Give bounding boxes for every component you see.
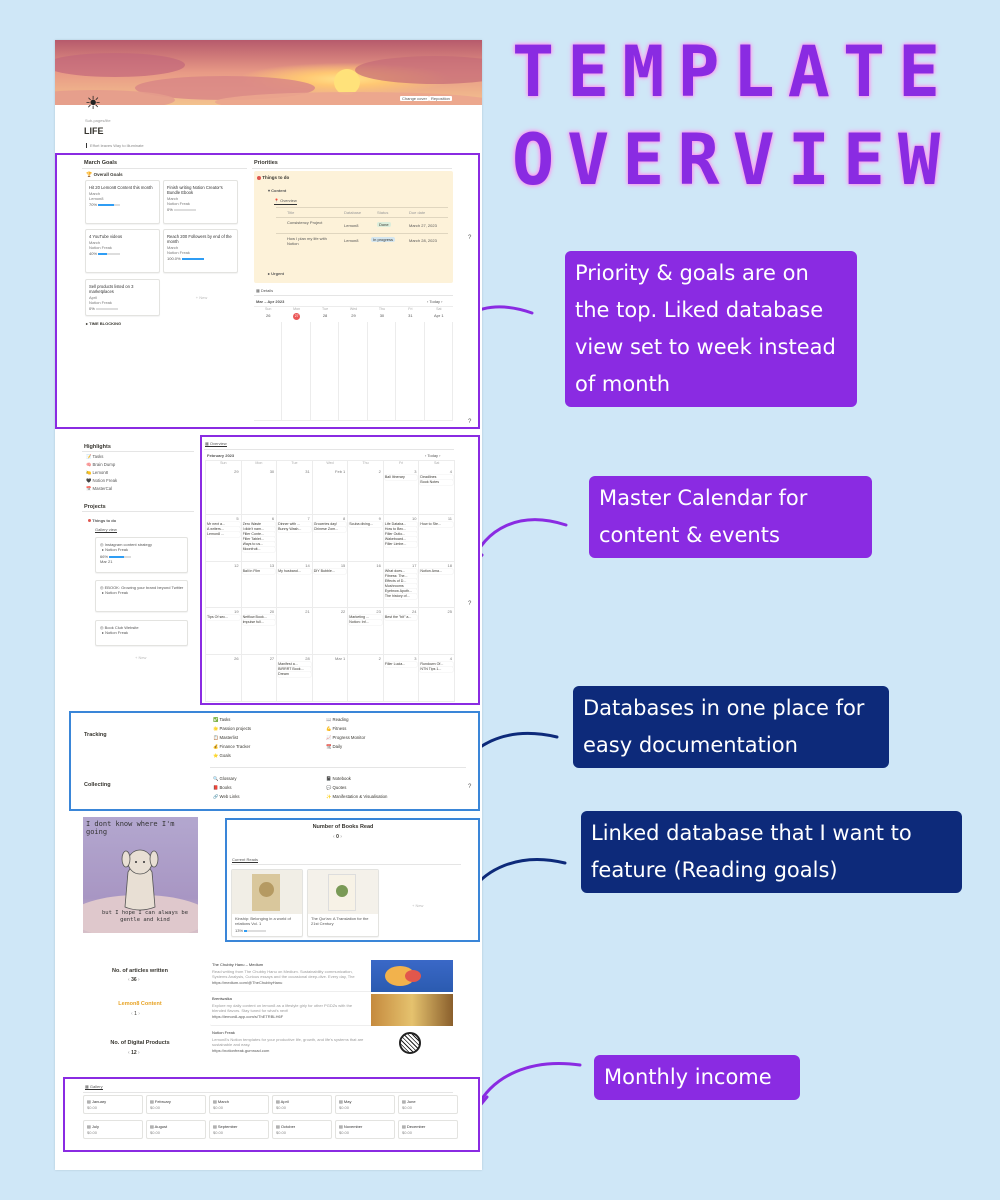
arrow-master-calendar: [471, 520, 566, 565]
row-title[interactable]: How I plan my life with Notion: [287, 236, 327, 246]
title-line-1: TEMPLATE: [512, 31, 954, 113]
arrow-income: [477, 1063, 580, 1107]
highlight-link[interactable]: 🍋 Lemon8: [86, 470, 109, 475]
col-database: Database: [344, 210, 362, 215]
breadcrumb[interactable]: Sub-pages/lite: [85, 118, 111, 123]
calendar-date: 21: [305, 609, 310, 615]
month-name: ▤ July: [87, 1124, 100, 1129]
calendar-event[interactable]: Filler Conte...: [243, 532, 276, 537]
weekday-label: Sat: [436, 307, 442, 311]
calendar-event[interactable]: Filler Tablet...: [243, 537, 276, 542]
weekday-label: Thu: [378, 307, 386, 311]
goal-tag-project: Notion Freak: [167, 201, 190, 206]
goal-title: Finish writing Notion Creator's Bundle Ebook: [167, 185, 223, 195]
database-link[interactable]: 🔗 Web Links: [213, 794, 240, 799]
urgent-toggle[interactable]: ▸ Urgent: [268, 271, 285, 276]
goal-progress-label: 0%: [89, 306, 95, 311]
calendar-event[interactable]: Impulse full...: [243, 620, 276, 625]
highlight-databases: [69, 711, 480, 811]
calendar-date: 3: [414, 656, 417, 662]
page-quote: Effort leaves Way to illuminate: [86, 143, 144, 148]
goal-tag-project: Notion Freak: [89, 300, 112, 305]
calendar-event[interactable]: The history of...: [385, 594, 418, 599]
page-title: LIFE: [84, 126, 104, 136]
calendar-date: 14: [305, 562, 310, 568]
week-date: 30: [379, 313, 385, 318]
goal-title: Hit 20 Lemon8 Content this month: [89, 185, 153, 190]
calendar-date: 2: [378, 469, 381, 474]
lemon8-counter: ‹ 1 ›: [131, 1011, 140, 1017]
calendar-event[interactable]: DIY Bubble...: [314, 569, 347, 574]
goal-tag-month: March: [167, 245, 179, 250]
weekday-label: Mon: [242, 461, 278, 468]
doodle-image: [83, 817, 198, 933]
week-date: 26: [265, 313, 271, 318]
calendar-event[interactable]: Lemon8 ...: [207, 532, 240, 537]
help-button[interactable]: ?: [468, 601, 472, 607]
week-date: 29: [351, 313, 356, 318]
page-icon: 🍋: [86, 470, 93, 475]
calendar-event[interactable]: NTN Tips 1...: [420, 667, 453, 672]
things-to-do-toggle[interactable]: Things to do: [257, 175, 289, 181]
projects-header: Projects: [84, 504, 106, 510]
goal-progress-label: 0%: [167, 207, 173, 212]
week-date: 28: [322, 313, 328, 318]
overview-tab[interactable]: 📍 Overview: [274, 198, 297, 203]
highlight-income: [63, 1077, 480, 1152]
books-counter: ‹ 0 ›: [333, 834, 342, 840]
database-link[interactable]: 📕 Books: [213, 785, 232, 790]
calendar-event[interactable]: How to Ste...: [420, 522, 453, 527]
page-icon: 📅: [86, 486, 93, 491]
calendar-event[interactable]: Deadlines: [420, 475, 453, 480]
database-link[interactable]: 📖 Reading: [326, 717, 349, 722]
calendar-date: 23: [376, 609, 381, 615]
calendar-event[interactable]: Ways to us...: [243, 542, 276, 547]
products-counter: ‹ 12 ›: [128, 1050, 140, 1056]
calendar-date: 8: [343, 515, 346, 521]
calendar-event[interactable]: Tips Of sec...: [207, 615, 240, 620]
month-name: ▤ April: [276, 1099, 289, 1104]
month-name: ▤ January: [87, 1099, 107, 1104]
calendar-event[interactable]: Zero Waste: [243, 522, 276, 527]
red-dot-icon: [88, 519, 91, 522]
goal-progress-label: 70%: [89, 202, 98, 207]
week-today-button[interactable]: ‹ Today ›: [427, 299, 443, 304]
database-icon: 📈: [326, 735, 333, 740]
calendar-date: 20: [269, 609, 275, 615]
calendar-event[interactable]: A writers...: [207, 527, 240, 532]
calendar-event[interactable]: Filler Limbe...: [385, 542, 418, 547]
calendar-event[interactable]: Fitness: The...: [385, 574, 418, 579]
col-due: Due date: [409, 210, 426, 215]
database-icon: 💰: [213, 744, 220, 749]
month-amount: $0.00: [150, 1105, 161, 1110]
page-icon: 🧠: [86, 462, 93, 467]
database-icon: 🔍: [213, 776, 220, 781]
calendar-date: 22: [340, 609, 346, 615]
highlight-link[interactable]: 🧠 Brain Dump: [86, 462, 116, 467]
callout-income: Monthly income: [594, 1055, 800, 1100]
articles-counter: ‹ 36 ›: [128, 977, 140, 983]
month-amount: $0.00: [87, 1105, 98, 1110]
calendar-event[interactable]: Mr next a...: [207, 522, 240, 527]
project-card[interactable]: ◎ EBOOK: Growing your brand beyond Twitter ▸ Notion Freak: [95, 580, 188, 612]
database-link[interactable]: ✨ Manifestation & Visualisation: [326, 794, 388, 799]
calendar-event[interactable]: How to Bec...: [385, 527, 418, 532]
page-icon: 📝: [86, 454, 93, 459]
calendar-event[interactable]: Manifest a...: [278, 662, 311, 667]
database-link[interactable]: 📓 Notebook: [326, 776, 351, 781]
project-card[interactable]: ◎ Instagram content strategy ▸ Notion Freak 66% Mar 21: [95, 537, 188, 573]
calendar-date: 5: [236, 515, 239, 521]
weekday-label: Sun: [265, 307, 272, 311]
calendar-date: 17: [411, 562, 417, 568]
database-icon: 💬: [326, 785, 333, 790]
highlight-link[interactable]: 📝 Tasks: [86, 454, 104, 459]
goal-title: Sell products listed on 3 marketplaces: [89, 284, 134, 294]
medium-thumbnail: [371, 960, 453, 992]
book-card[interactable]: The Qur'an: A Translation for the 21st Century: [307, 869, 379, 937]
month-name: ▤ February: [150, 1099, 171, 1104]
calendar-event[interactable]: Dinner with ...: [278, 522, 311, 527]
database-icon: 📆: [326, 744, 333, 749]
highlights-header: Highlights: [84, 444, 111, 450]
calendar-date: 18: [447, 562, 452, 568]
calendar-event[interactable]: Bali in Film: [243, 569, 276, 574]
weekday-label: Tue: [322, 307, 329, 311]
goal-tag-month: April: [89, 295, 98, 300]
calendar-event[interactable]: Effects of D...: [385, 579, 418, 584]
month-name: ▤ May: [339, 1099, 352, 1104]
database-icon: 📋: [213, 735, 220, 740]
calendar-date: 16: [376, 562, 381, 568]
database-link[interactable]: 📈 Progress Monitor: [326, 735, 366, 740]
gallery-icon: ▦: [85, 1084, 89, 1089]
calendar-date: 11: [447, 515, 452, 521]
calendar-date: 26: [234, 656, 239, 662]
goal-tag-month: March: [89, 240, 101, 245]
month-name: ▤ March: [213, 1099, 230, 1104]
page-icon: 🖤: [86, 478, 93, 483]
lemon8-thumbnail: [371, 994, 453, 1026]
calendar-event[interactable]: Dream: [278, 672, 311, 677]
database-icon: ✅: [213, 717, 220, 722]
title-line-2: OVERVIEW: [512, 119, 954, 201]
col-title: Title: [287, 210, 295, 215]
new-goal-button[interactable]: + New: [163, 279, 240, 316]
calendar-event[interactable]: Rundown Of...: [420, 662, 453, 667]
month-name: ▤ December: [402, 1124, 426, 1129]
status-badge: In progress: [373, 237, 394, 242]
goal-title: Reach 200 Followers by end of the month: [167, 234, 232, 244]
database-icon: 📕: [213, 785, 220, 790]
callout-priorities: Priority & goals are on the top. Liked database view set to week instead of month: [565, 251, 857, 407]
database-link[interactable]: ✅ Tasks: [213, 717, 231, 722]
month-name: ▤ September: [213, 1124, 238, 1129]
highlight-priorities: [55, 153, 480, 429]
tracking-header: Tracking: [84, 732, 107, 738]
circle-icon: ◎: [100, 625, 104, 630]
month-name: ▤ October: [276, 1124, 296, 1129]
database-icon: 📓: [326, 776, 333, 781]
overview-tab[interactable]: ▦ Overview: [205, 441, 227, 446]
pin-icon: 📍: [274, 198, 279, 203]
calendar-date: Mar 1: [335, 656, 346, 662]
database-icon: 📖: [326, 717, 333, 722]
calendar-event[interactable]: Eyebrow Apoth...: [385, 589, 418, 594]
highlight-link[interactable]: 🖤 Notion Freak: [86, 478, 118, 483]
calendar-date: 7: [307, 515, 310, 521]
callout-reading: Linked database that I want to feature (Reading goals): [581, 811, 962, 893]
priorities-header: Priorities: [254, 160, 278, 166]
weekday-label: Fri: [384, 461, 420, 468]
week-label: Mar – Apr 2023: [256, 299, 285, 304]
calendar-date: 9: [378, 515, 381, 521]
row-title[interactable]: Consistency Project: [287, 220, 323, 225]
month-label: February 2023: [207, 453, 235, 458]
calendar-event[interactable]: Life Databa...: [385, 522, 418, 527]
income-gallery-tab[interactable]: ▦ Gallery: [85, 1084, 103, 1089]
gallery-view-tab[interactable]: Gallery view: [95, 527, 117, 532]
month-amount: $0.00: [213, 1130, 224, 1135]
calendar-date: 25: [447, 609, 452, 615]
book-card[interactable]: Kinship: Belonging in a world of relations Vol. 1 13%: [231, 869, 303, 937]
calendar-event[interactable]: Filler Lucia...: [385, 662, 418, 667]
calendar-date: 2: [378, 656, 381, 662]
database-link[interactable]: 🌟 Passion projects: [213, 726, 252, 731]
calendar-event[interactable]: My husband...: [278, 569, 311, 574]
notion-freak-thumbnail: [371, 1028, 453, 1060]
lemon8-label: Lemon8 Content: [118, 1001, 162, 1007]
help-button[interactable]: ?: [468, 419, 472, 425]
month-amount: $0.00: [213, 1105, 224, 1110]
calendar-event[interactable]: Scuba diving...: [349, 522, 382, 527]
month-amount: $0.00: [339, 1130, 350, 1135]
new-book-button[interactable]: + New: [412, 903, 424, 908]
calendar-date: 6: [271, 515, 275, 521]
month-name: ▤ June: [402, 1099, 416, 1104]
projects-things-toggle[interactable]: Things to do: [88, 518, 116, 523]
products-label: No. of Digital Products: [110, 1040, 170, 1046]
database-icon: 🔗: [213, 794, 220, 799]
goal-progress-label: 100.0%: [167, 256, 181, 261]
database-link[interactable]: 💬 Quotes: [326, 785, 347, 790]
calendar-event[interactable]: Bunny Wash...: [278, 527, 311, 532]
calendar-date: 4: [449, 656, 452, 662]
change-cover-button[interactable]: Change cover: [402, 96, 427, 101]
reposition-button[interactable]: Reposition: [431, 96, 450, 101]
weekday-label: Sat: [419, 461, 455, 468]
month-amount: $0.00: [402, 1105, 413, 1110]
row-database: Lemon8: [344, 238, 359, 243]
week-date: 31: [408, 313, 413, 318]
calendar-event[interactable]: Notion: Inf...: [349, 620, 382, 625]
month-amount: $0.00: [339, 1105, 350, 1110]
week-date: 27: [294, 314, 299, 318]
books-title: Number of Books Read: [312, 824, 374, 830]
link-notion-freak[interactable]: Notion Freak Lemon8's Notion templates for your productive life, growth, and life's systems that are sustainable and easy. https://notionfreak.gumroad.com: [210, 1028, 453, 1060]
calendar-event[interactable]: Best the "bit" a...: [385, 615, 418, 620]
goal-tag-month: March: [89, 191, 101, 196]
calendar-date: 24: [411, 609, 417, 615]
month-name: ▤ August: [150, 1124, 168, 1129]
weekday-label: Tue: [277, 461, 313, 468]
calendar-date: 27: [269, 656, 275, 662]
calendar-icon: ▦: [256, 288, 260, 293]
calendar-event[interactable]: Book Notes: [420, 480, 453, 485]
collecting-header: Collecting: [84, 782, 111, 788]
goal-tag-project: Notion Freak: [167, 250, 190, 255]
calendar-date: 13: [269, 562, 275, 568]
database-link[interactable]: ⭐ Goals: [213, 753, 231, 758]
calendar-date: 29: [234, 469, 239, 474]
weekday-label: Thu: [348, 461, 384, 468]
month-amount: $0.00: [276, 1130, 287, 1135]
details-tab[interactable]: ▦ Details: [256, 288, 274, 293]
row-database: Lemon8: [344, 223, 359, 228]
help-button[interactable]: ?: [468, 235, 472, 241]
database-link[interactable]: 📋 Masterlist: [213, 735, 238, 740]
current-reads-tab[interactable]: Current Reads: [232, 857, 259, 862]
month-amount: $0.00: [402, 1130, 413, 1135]
calendar-event[interactable]: Wakeboard...: [385, 537, 418, 542]
highlight-master-calendar: [200, 435, 480, 705]
goals-header: March Goals: [84, 160, 118, 166]
month-amount: $0.00: [276, 1105, 287, 1110]
goal-tag-project: Lemon8: [89, 196, 104, 201]
row-date: March 27, 2023: [409, 223, 437, 228]
doodle-text-top: I dont know where I'm going: [86, 820, 175, 836]
overall-goals-toggle[interactable]: 🏆 Overall Goals: [86, 172, 123, 178]
calendar-event[interactable]: BIRRRT Book...: [278, 667, 311, 672]
trophy-icon: 🏆: [86, 172, 93, 178]
calendar-date: 10: [411, 515, 417, 521]
col-status: Status: [377, 210, 389, 215]
calendar-event[interactable]: Filler Outlo...: [385, 532, 418, 537]
goal-progress-label: 40%: [89, 251, 98, 256]
goal-tag-month: March: [167, 196, 179, 201]
month-today-button[interactable]: ‹ Today ›: [425, 453, 441, 458]
calendar-event[interactable]: Netflow Book...: [243, 615, 276, 620]
database-link[interactable]: 📆 Daily: [326, 744, 343, 749]
new-project-button[interactable]: + New: [135, 655, 147, 660]
link-lemon8[interactable]: Brentwalka Explore my daily content on lemon8 as a lifestyle girly for other PGDZs with the blended flavors. Stay tuned for what's next! https://lemon8-app.com/s/ThETRBLH6F: [210, 994, 453, 1026]
calendar-date: 15: [340, 562, 346, 568]
week-date: Apr 1: [434, 313, 444, 318]
highlight-books: [225, 818, 480, 942]
calendar-date: 30: [269, 469, 275, 474]
calendar-date: 4: [449, 469, 452, 474]
month-amount: $0.00: [87, 1130, 98, 1135]
goal-title: 4 YouTube videos: [89, 234, 123, 239]
doodle-text-bottom: but I hope I can always be gentle and kind: [101, 910, 189, 923]
month-name: ▤ November: [339, 1124, 363, 1129]
row-date: March 28, 2023: [409, 238, 437, 243]
calendar-date: 31: [305, 469, 310, 474]
calendar-date: 3: [414, 469, 417, 474]
status-badge: Done: [379, 222, 389, 227]
calendar-date: 19: [234, 609, 239, 615]
weekday-label: Sun: [206, 461, 242, 468]
database-icon: ⭐: [213, 753, 220, 758]
calendar-event[interactable]: What does...: [385, 569, 418, 574]
circle-icon: ◎: [100, 542, 104, 547]
circle-icon: ◎: [100, 585, 104, 590]
calendar-event[interactable]: Mushrooms: [385, 584, 418, 589]
calendar-event[interactable]: Groceries day!: [314, 522, 347, 527]
calendar-date: 28: [305, 656, 310, 662]
database-link[interactable]: 💪 Fitness: [326, 726, 347, 731]
month-amount: $0.00: [150, 1130, 161, 1135]
calendar-event[interactable]: Moonfruit...: [243, 547, 276, 552]
weekday-label: Fri: [408, 307, 413, 311]
callout-master-calendar: Master Calendar for content & events: [589, 476, 872, 558]
calendar-event[interactable]: Bali Itinerary: [385, 475, 418, 480]
callout-databases: Databases in one place for easy documentation: [573, 686, 889, 768]
weekday-label: Wed: [349, 307, 358, 311]
weekday-label: Mon: [293, 307, 301, 311]
calendar-event[interactable]: I didn't nam...: [243, 527, 276, 532]
calendar-event[interactable]: Notion Ama...: [420, 569, 453, 574]
calendar-icon: ▦: [205, 441, 209, 446]
articles-label: No. of articles written: [112, 968, 168, 974]
content-toggle[interactable]: ▾ Content: [268, 188, 287, 193]
database-icon: 🌟: [213, 726, 220, 731]
calendar-date: Feb 1: [335, 469, 346, 474]
link-medium[interactable]: The Chubby Hanu – Medium Read writing from The Chubby Hanu on Medium. Sustainability communication, Systems Analysis, Curious essays and the occasional deep-dive. Every day, The https://medium.com/@TheChubbyHanu: [210, 960, 453, 992]
calendar-event[interactable]: Chinese Zom...: [314, 527, 347, 532]
project-card[interactable]: ◎ Book Club Website ▸ Notion Freak: [95, 620, 188, 646]
database-link[interactable]: 💰 Finance Tracker: [213, 744, 251, 749]
calendar-event[interactable]: Marketing ...: [349, 615, 382, 620]
page-icon: ☀: [85, 93, 102, 113]
database-icon: ✨: [326, 794, 333, 799]
highlight-link[interactable]: 📅 MasterCal: [86, 486, 113, 491]
time-blocking-toggle[interactable]: ▸ TIME BLOCKING: [86, 321, 122, 326]
database-link[interactable]: 🔍 Glossary: [213, 776, 237, 781]
goal-tag-project: Notion Freak: [89, 245, 112, 250]
database-icon: 💪: [326, 726, 333, 731]
help-button[interactable]: ?: [468, 784, 472, 790]
calendar-date: 12: [234, 562, 239, 568]
weekday-label: Wed: [313, 461, 349, 468]
